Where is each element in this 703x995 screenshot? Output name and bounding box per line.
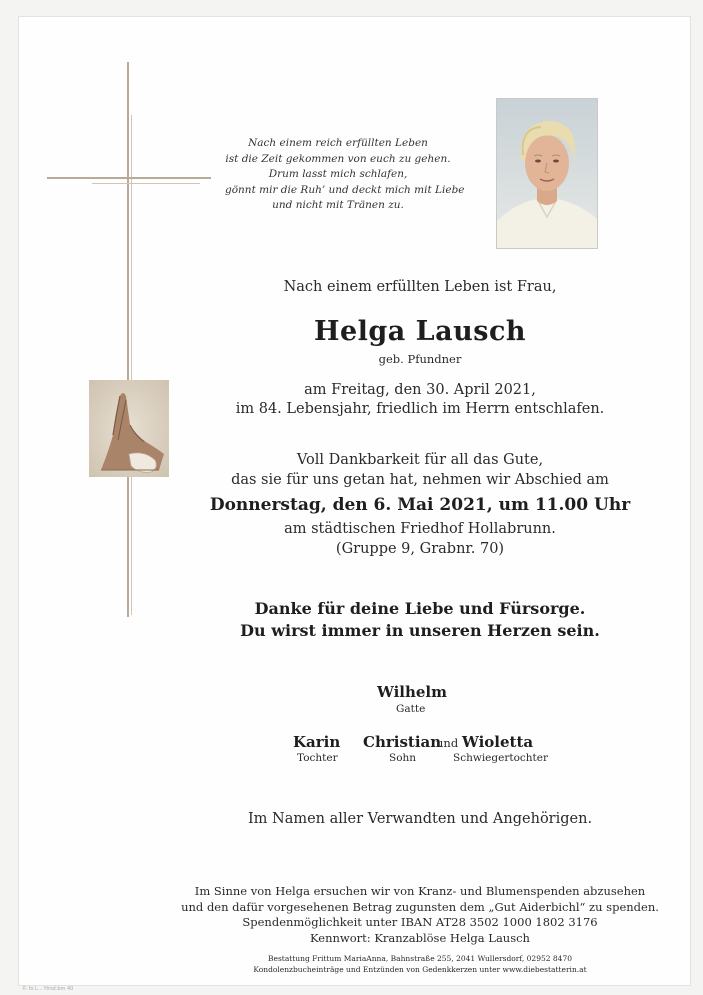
relatives-line: Im Namen aller Verwandten und Angehörigen. — [247, 811, 593, 827]
closing-line: Du wirst immer in unseren Herzen sein. — [240, 621, 600, 640]
grave-location: (Gruppe 9, Grabnr. 70) — [335, 541, 505, 557]
birth-name: geb. Pfundner — [378, 352, 462, 366]
undertaker-footer — [160, 953, 680, 975]
spouse-name: Wilhelm — [377, 683, 447, 701]
donation-notice — [160, 884, 680, 946]
son-role: Sohn — [389, 752, 417, 764]
thanks-line: Voll Dankbarkeit für all das Gute, — [296, 452, 544, 468]
praying-hands-image — [89, 380, 169, 477]
cross-vertical-line — [127, 62, 129, 617]
print-code: © fo L... Hrsd.bm 40 — [22, 986, 74, 992]
portrait-photo — [496, 98, 598, 249]
son-name: Christian — [363, 733, 442, 751]
undertaker-address: Bestattung Frittum MariaAnna, Bahnstraße 255, 2041 Wullersdorf, 02952 8470 — [268, 954, 572, 963]
daughter-in-law-role: Schwiegertochter — [453, 752, 548, 764]
daughter-name: Karin — [293, 733, 341, 751]
condolence-website: Kondolenzbucheinträge und Entzünden von Gedenkkerzen unter www.diebestatterin.at — [253, 965, 587, 974]
praying-hands-icon — [89, 380, 169, 477]
donation-line: Kennwort: Kranzablöse Helga Lausch — [310, 930, 530, 945]
daughter-in-law-name: Wioletta — [462, 733, 534, 751]
poem-line: gönnt mir die Ruh’ und deckt mich mit Liebe — [225, 183, 465, 196]
donation-line: und den dafür vorgesehenen Betrag zugunsten dem „Gut Aiderbichl“ zu spenden. — [181, 899, 659, 914]
closing-line: Danke für deine Liebe und Fürsorge. — [254, 599, 586, 618]
poem-line: Nach einem reich erfüllten Leben — [248, 137, 428, 149]
spouse-role: Gatte — [396, 703, 426, 715]
intro-text: Nach einem erfüllten Leben ist Frau, — [283, 279, 557, 295]
portrait-illustration — [497, 99, 597, 248]
deceased-name: Helga Lausch — [313, 316, 527, 347]
poem — [225, 136, 465, 214]
donation-line: Im Sinne von Helga ersuchen wir von Kranz- und Blumenspenden abzusehen — [194, 884, 646, 898]
cross-horizontal-line — [47, 177, 211, 179]
donation-line: Spendenmöglichkeit unter IBAN AT28 3502 1000 1802 3176 — [242, 915, 598, 929]
cross-horizontal-shadow-line — [92, 183, 200, 184]
funeral-date: Donnerstag, den 6. Mai 2021, um 11.00 Uhr — [209, 495, 631, 515]
daughter-role: Tochter — [297, 752, 338, 764]
death-date-line: am Freitag, den 30. April 2021, — [304, 382, 536, 398]
poem-line: Drum lasst mich schlafen, — [268, 168, 408, 181]
and-connector: und — [436, 736, 459, 750]
poem-line: und nicht mit Tränen zu. — [272, 199, 404, 212]
death-age-line: im 84. Lebensjahr, friedlich im Herrn entschlafen. — [235, 401, 605, 417]
farewell-line: das sie für uns getan hat, nehmen wir Abschied am — [231, 472, 609, 488]
funeral-place: am städtischen Friedhof Hollabrunn. — [284, 521, 556, 537]
cross-vertical-shadow-line — [131, 115, 132, 615]
poem-line: ist die Zeit gekommen von euch zu gehen. — [225, 152, 451, 165]
